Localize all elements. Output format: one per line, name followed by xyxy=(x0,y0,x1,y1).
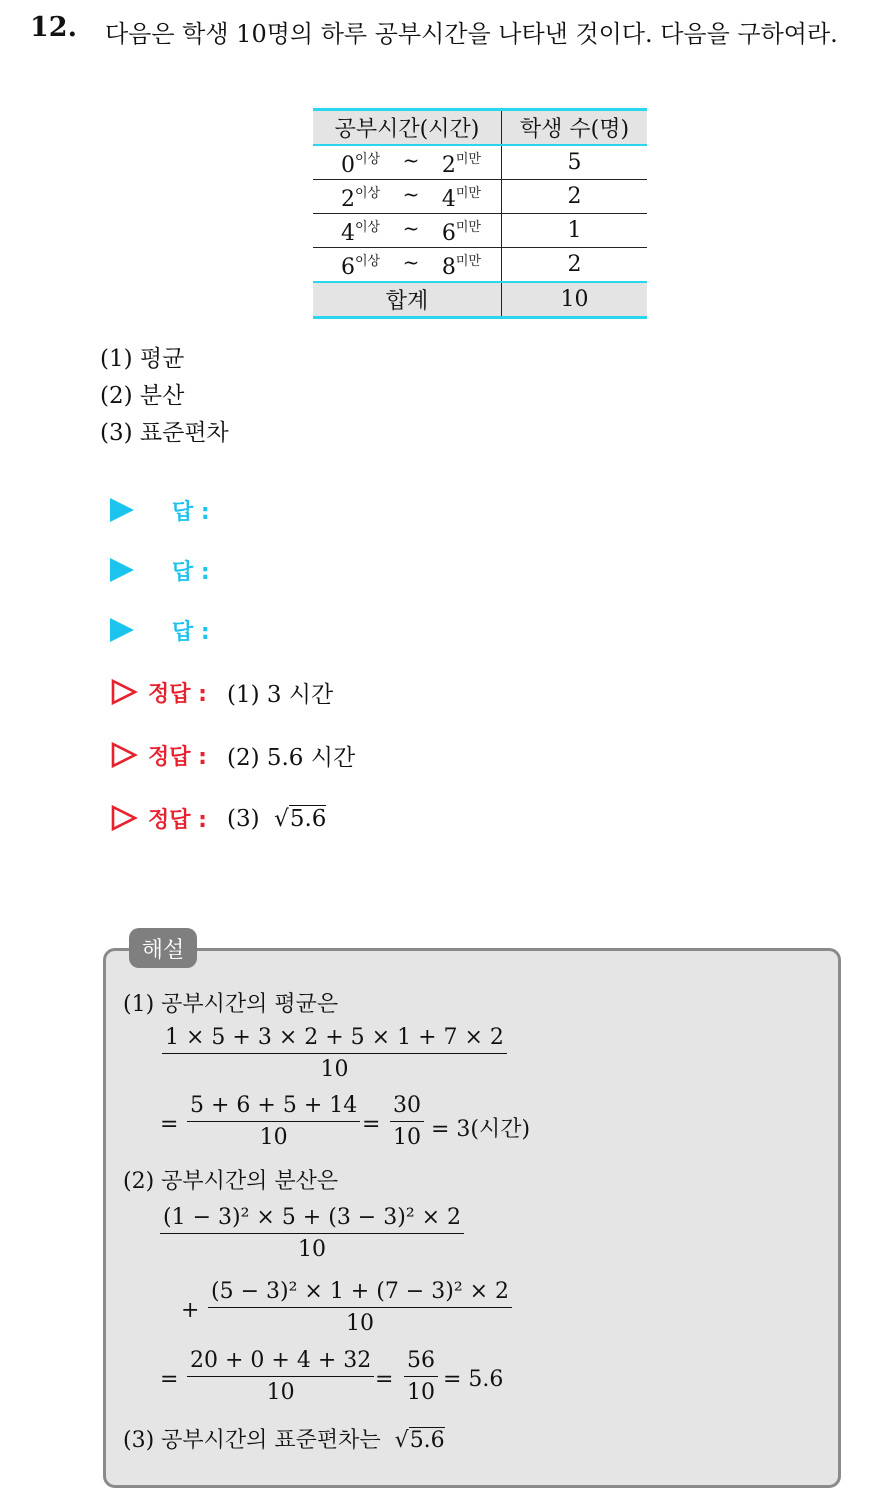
play-triangle-icon xyxy=(110,498,134,522)
student-count: 2 xyxy=(567,252,582,277)
outline-triangle-icon xyxy=(110,741,138,769)
subquestion-1: (1) 평균 xyxy=(100,346,185,372)
answer-label: 답 : xyxy=(172,619,210,645)
equals-sign: = xyxy=(375,1367,394,1392)
explanation-part2-intro: (2) 공부시간의 분산은 xyxy=(123,1169,339,1194)
correct-answer-1 xyxy=(110,672,333,712)
table-row xyxy=(313,248,647,283)
answer-line-3[interactable] xyxy=(110,610,210,650)
outline-triangle-icon xyxy=(110,804,138,832)
subquestion-2: (2) 분산 xyxy=(100,383,185,409)
plus-sign: + xyxy=(181,1298,200,1323)
fraction: $\frac{1 \times 5 + 3 \times 2 + 5 \times 1 + 7 \times 2}{10}$ xyxy=(162,1025,507,1082)
subquestion-3: (3) 표준편차 xyxy=(100,420,229,446)
equals-sign: = xyxy=(362,1112,381,1137)
range-to: $8^{미만}$ xyxy=(441,253,481,280)
play-triangle-icon xyxy=(110,558,134,582)
play-triangle-icon xyxy=(110,618,134,642)
correct-answer-2 xyxy=(110,735,355,775)
table-row xyxy=(313,180,647,214)
range-tilde: ~ xyxy=(402,249,420,274)
equals-sign: = xyxy=(160,1367,179,1392)
part2-result: = 5.6 xyxy=(443,1367,504,1392)
total-label: 합계 xyxy=(313,282,502,318)
fraction: $\frac{56}{10}$ xyxy=(404,1348,438,1405)
explanation-part1-intro: (1) 공부시간의 평균은 xyxy=(123,992,339,1017)
table-row xyxy=(313,145,647,180)
part1-result: = 3(시간) xyxy=(431,1117,531,1142)
range-from: $0^{이상}$ xyxy=(341,151,381,178)
explanation-tag: 해설 xyxy=(129,928,197,968)
fraction: $\frac{20 + 0 + 4 + 32}{10}$ xyxy=(187,1348,374,1405)
range-to: $4^{미만}$ xyxy=(441,185,481,212)
range-tilde: ~ xyxy=(402,147,420,172)
answer-label: 답 : xyxy=(172,559,210,585)
answer-line-1[interactable] xyxy=(110,490,210,530)
explanation-part3: (3) 공부시간의 표준편차는 √5.6 xyxy=(123,1428,445,1453)
answer-label: 답 : xyxy=(172,499,210,525)
range-to: $2^{미만}$ xyxy=(441,151,481,178)
range-to: $6^{미만}$ xyxy=(441,219,481,246)
header-student-count: 학생 수(명) xyxy=(502,110,648,146)
table-row xyxy=(313,214,647,248)
question-text: 다음은 학생 10명의 하루 공부시간을 나타낸 것이다. 다음을 구하여라. xyxy=(105,20,838,48)
correct-value-1: (1) 3 시간 xyxy=(226,681,334,708)
header-study-time: 공부시간(시간) xyxy=(313,110,502,146)
fraction: $\frac{30}{10}$ xyxy=(390,1093,424,1150)
table-header-row xyxy=(313,110,647,146)
range-from: $4^{이상}$ xyxy=(341,219,381,246)
correct-label: 정답 : xyxy=(148,681,207,707)
student-count: 1 xyxy=(502,214,648,248)
fraction: $\frac{\text{(1 − 3)² × 5 + (3 − 3)² × 2}}{10}$ xyxy=(160,1205,464,1262)
outline-triangle-icon xyxy=(110,678,138,706)
range-from: $6^{이상}$ xyxy=(341,253,381,280)
range-tilde: ~ xyxy=(402,181,420,206)
correct-answer-3 xyxy=(110,798,326,838)
fraction: $\frac{\text{(5 − 3)² × 1 + (7 − 3)² × 2}}{10}$ xyxy=(208,1279,512,1336)
correct-label: 정답 : xyxy=(148,744,207,770)
correct-value-3: (3) √5.6 xyxy=(226,805,327,832)
table-total-row xyxy=(313,282,647,318)
range-tilde: ~ xyxy=(402,215,420,240)
equals-sign: = xyxy=(160,1112,179,1137)
correct-value-2: (2) 5.6 시간 xyxy=(226,744,356,771)
total-value: 10 xyxy=(502,282,648,318)
student-count: 2 xyxy=(502,180,648,214)
answer-line-2[interactable] xyxy=(110,550,210,590)
range-from: $2^{이상}$ xyxy=(341,185,381,212)
frequency-table xyxy=(313,108,647,319)
student-count: 5 xyxy=(502,145,648,180)
correct-label: 정답 : xyxy=(148,807,207,833)
question-number: 12. xyxy=(30,12,77,43)
fraction: $\frac{5 + 6 + 5 + 14}{10}$ xyxy=(187,1093,360,1150)
